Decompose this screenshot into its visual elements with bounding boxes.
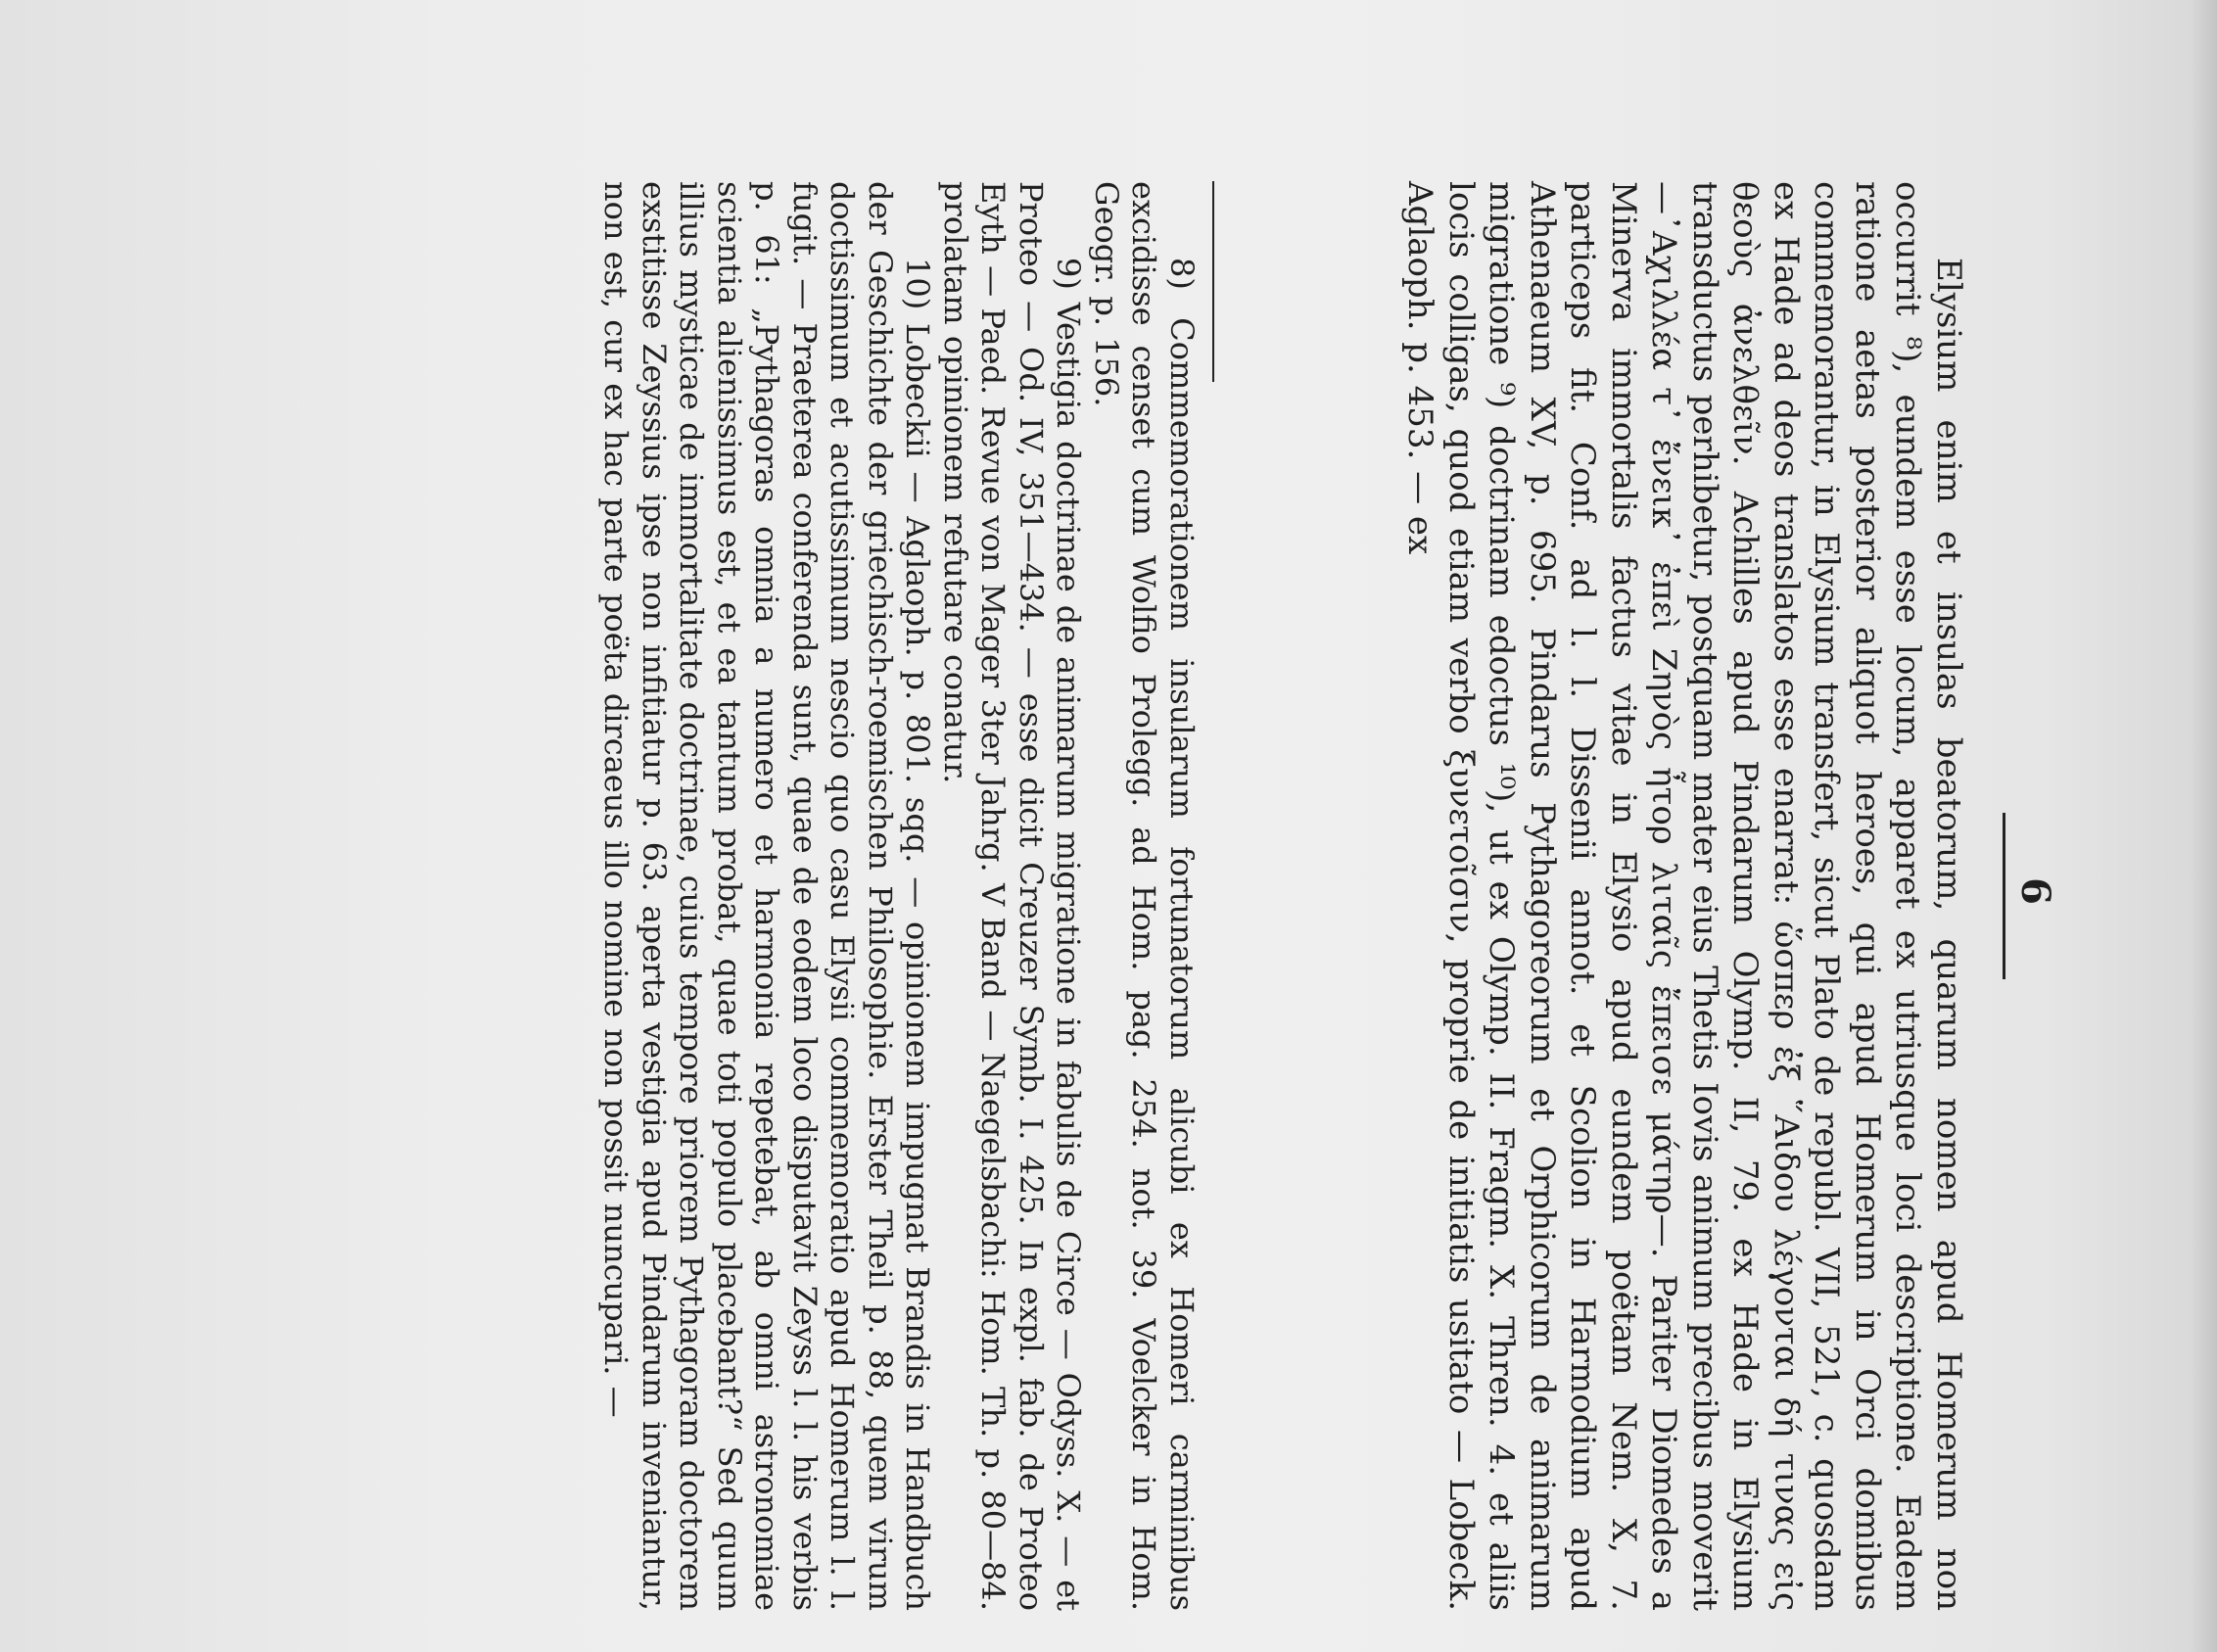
page-number: 6 [2012,877,2058,905]
book-spine-shadow [2192,0,2217,1652]
rotated-text-block [353,147,2056,1635]
main-paragraph: Elysium enim et insulas beatorum, quarum nomen apud Homerum non occurrit ⁸), eundem esse locum, apparet ex utriusque loci descriptione. Eadem ratione aetas posterior aliquot heroes, qui apud Homerum in Orci domibus commemorantur, in Elysium transfert, sicut Plato de republ. VII, 521, c. quosdam ex Hade ad deos translatos esse enarrat: ὥσπερ ἐξ ῞Αιδου λέγονται δή τινας εἰς θεοὺς ἀνελθεῖν. Achilles apud Pindarum Olymp. II, 79. ex Hade in Elysium transductus perhibetur, postquam mater eius Thetis Iovis animum precibus moverit—᾿Αχιλλέα τ᾿ ἔνεικ᾿ ἐπεὶ Ζηνὸς ἦτορ λιταῖς ἔπεισε μάτηρ—. Pariter Diomedes a Minerva immortalis factus vitae in Elysio apud eundem poëtam Nem. X, 7. particeps fit. Conf. ad l. l. Dissenii annot. et Scolion in Harmodium apud Athenaeum XV, p. 695. Pindarus Pythagoreorum et Orphicorum de animarum migratione ⁹) doctrinam edoctus ¹⁰), ut ex Olymp. II. Fragm. X. Thren. 4. et aliis locis colligas, quod etiam verbo ξυνετοῖσιν, proprie de initiatis usitato — Lobeck. Aglaoph. p. 453. — ex [1400,181,1968,1611]
footnote-9: 9) Vestigia doctrinae de animarum migratione in fabulis de Circe — Odyss. X. — et Proteo — Od. IV, 351—434. — esse dicit Creuzer Symb. I. 425. In expl. fab. de Proteo Eyth — Paed. Revue von Mager 3ter Jahrg. V Band — Naegelsbachi: Hom. Th. p. 80—84. prolatam opinionem refutare conatur. [937,181,1088,1611]
footnote-10: 10) Lobeckii — Aglaoph. p. 801. sqq. — opinionem impugnat Brandis in Handbuch der Geschichte der griechisch-roemischen Philosophie. Erster Theil p. 88, quem virum doctissimum et acutissimum nescio quo casu Elysii commemoratio apud Homerum l. l. fugit. — Praeterea conferenda sunt, quae de eodem loco disputavit Zeyss l. l. his verbis p. 61: „Pythagoras omnia a numero et harmonia repetebat, ab omni astronomiae scientia alienissimus est, et ea tantum probat, quae toti populo placebant?“ Sed quum illius mysticae de immortalitate doctrinae, cuius tempore priorem Pythagoram doctorem exstitisse Zeyssius ipse non infitiatur p. 63. aperta vestigia apud Pindarum inveniantur, non est, cur ex hac parte poëta dircaeus illo nomine non possit nuncupari. — [597,181,937,1611]
footnote-8: 8) Commemorationem insularum fortunatorum alicubi ex Homeri carminibus excidisse censet cum Wolfio Prolegg. ad Hom. pag. 254. not. 39. Voelcker in Hom. Geogr. p. 156. [1088,181,1201,1611]
main-text [1399,181,1968,1611]
header-rule [2003,813,2005,979]
footnote-rule [1212,181,1214,382]
footnotes [597,181,1201,1611]
